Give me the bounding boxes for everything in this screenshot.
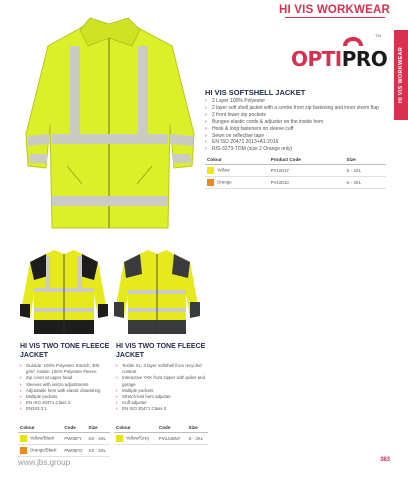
feature-item: › EN343 3:1 <box>20 406 110 412</box>
footer-url[interactable]: www.jbs.group <box>18 458 71 467</box>
column-header: Code <box>62 424 86 433</box>
product-code: PV1001Y <box>269 165 345 177</box>
yellow-grey-softshell-image <box>112 246 202 338</box>
feature-item: › Outside: 100% Polyester Stretch, 300 g/m², Inside: 100% Polyester Fleece <box>20 363 110 375</box>
feature-item: › 2 front lower zip pockets <box>205 112 390 119</box>
feature-item: › Adjustable hem with elastic drawstring <box>20 388 110 394</box>
feature-item: › 2 layer soft shell jacket with a centre front zip fastening and inner storm flap <box>205 105 390 112</box>
table-row <box>18 445 110 457</box>
size-range: S - 3XL <box>187 433 209 445</box>
feature-item: › EN ISO 20471 Class 3 <box>20 400 110 406</box>
colour-name: Orange <box>217 179 232 185</box>
optipro-logo <box>291 33 388 74</box>
colour-name: Yellow/Grey <box>126 435 150 441</box>
column-header: Colour <box>114 424 157 433</box>
softshell-spec-table <box>205 156 386 189</box>
feature-item: › Bungee elastic cords & adjuster on the inside hem <box>205 119 390 126</box>
table-row <box>205 177 386 189</box>
feature-item: › RIS-3279-TOM (size 2 Orange only) <box>205 146 390 153</box>
table-row <box>18 433 110 445</box>
column-header: Size <box>345 156 386 165</box>
feature-item: › Sleeves with velcro adjustments <box>20 382 110 388</box>
softshell-feature-list <box>205 98 390 153</box>
feature-item: › EN ISO 20471:2013+A1:2016 <box>205 139 390 146</box>
two-tone-title: HI VIS TWO TONE FLEECE JACKET <box>116 343 206 359</box>
two-tone-feature-list <box>116 363 208 413</box>
fleece-feature-list <box>20 363 110 413</box>
column-header: Size <box>187 424 209 433</box>
feature-item: › Cuff adjuster <box>116 400 208 406</box>
colour-swatch <box>20 447 27 454</box>
colour-name: Yellow <box>217 167 230 173</box>
column-header: Colour <box>18 424 62 433</box>
feature-item: › Zip cover at upper head <box>20 375 110 381</box>
size-range: S - 4XL <box>345 165 386 177</box>
product-code: PW05FY <box>62 433 86 445</box>
size-range: S - 4XL <box>345 177 386 189</box>
fleece-title: HI VIS TWO TONE FLEECE JACKET <box>20 343 110 359</box>
column-header: Size <box>86 424 110 433</box>
feature-item: › Multiple pockets <box>20 394 110 400</box>
size-range: XS - 3XL <box>86 445 110 457</box>
logo-trademark: TM <box>375 33 381 38</box>
logo-part1: OPTI <box>291 47 342 71</box>
two-tone-spec-table <box>114 424 208 445</box>
side-tab <box>394 30 408 120</box>
colour-name: Orange/Black <box>30 447 57 453</box>
feature-item: › 2 Layer 100% Polyester <box>205 98 390 105</box>
header-divider <box>285 17 385 18</box>
feature-item: › Textile XL, 3 layer softshell from recycled content <box>116 363 208 375</box>
feature-item: › Interactive YKK front zipper with puller and garage <box>116 375 208 387</box>
product-code: PW05FO <box>62 445 86 457</box>
feature-item: › Stretch-knit hem adjuster <box>116 394 208 400</box>
feature-item: › Hook & loop fasteners on sleeve cuff <box>205 126 390 133</box>
table-row <box>205 165 386 177</box>
product-code: PV1446NY <box>157 433 187 445</box>
table-row <box>114 433 208 445</box>
feature-item: › EN ISO 20471 Class 3 <box>116 406 208 412</box>
colour-swatch <box>116 435 123 442</box>
column-header: Code <box>157 424 187 433</box>
product-code: PV1001C <box>269 177 345 189</box>
colour-swatch <box>20 435 27 442</box>
colour-swatch <box>207 179 214 186</box>
logo-part2: PRO <box>341 47 388 71</box>
colour-name: Yellow/Black <box>30 435 55 441</box>
column-header: Colour <box>205 156 269 165</box>
softshell-jacket-image <box>22 16 197 241</box>
page-number: 383 <box>379 457 390 463</box>
column-header: Product Code <box>269 156 345 165</box>
size-range: XS - 3XL <box>86 433 110 445</box>
yellow-black-fleece-image <box>18 246 110 338</box>
fleece-spec-table <box>18 424 110 457</box>
side-tab-label: HI VIS WORKWEAR <box>398 46 404 104</box>
softshell-title: HI VIS SOFTSHELL JACKET <box>205 88 306 97</box>
colour-swatch <box>207 167 214 174</box>
section-title: HI VIS WORKWEAR <box>279 4 390 16</box>
feature-item: › Sewn on reflective tape <box>205 133 390 140</box>
feature-item: › Multiple pockets <box>116 388 208 394</box>
